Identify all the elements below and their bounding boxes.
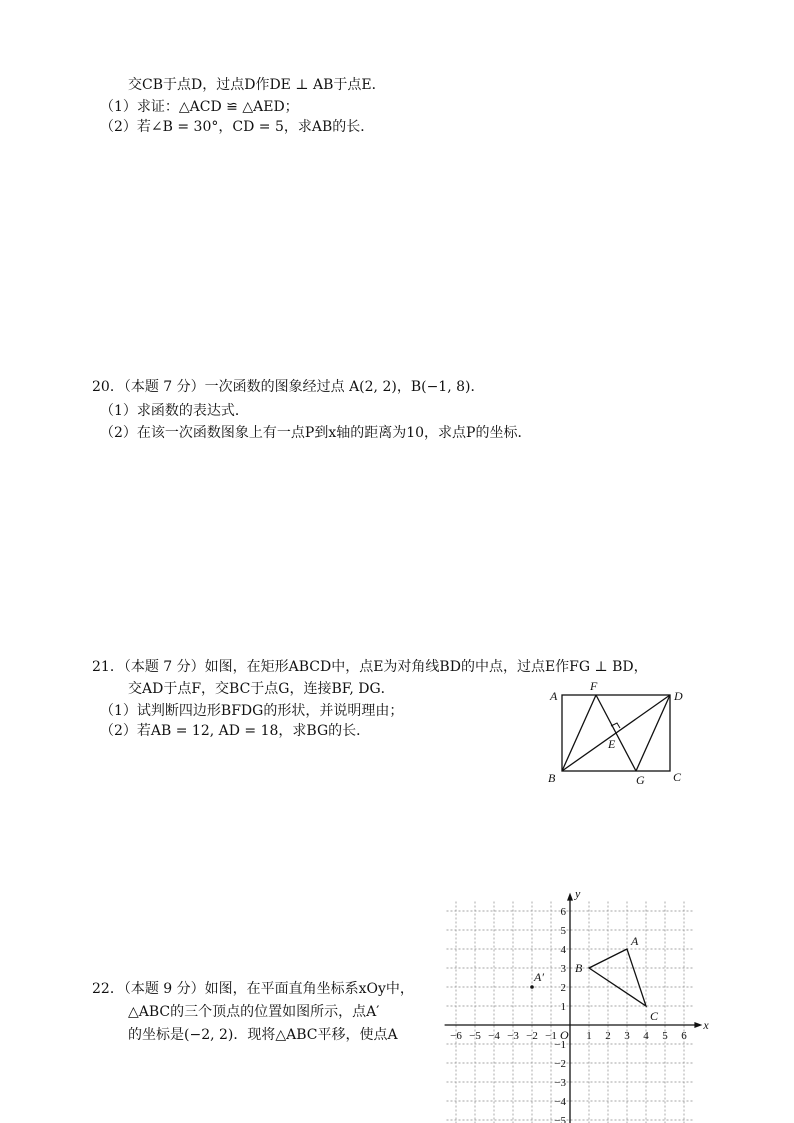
x-tick-label: 2 <box>605 1030 611 1042</box>
y-axis-label: y <box>575 886 581 901</box>
x-tick-label: 5 <box>662 1030 668 1042</box>
y-tick-label: −4 <box>554 1096 566 1108</box>
x-tick-label: 3 <box>624 1030 630 1042</box>
point-a-prime-dot <box>530 985 534 989</box>
x-tick-label: −6 <box>450 1030 462 1042</box>
y-tick-label: 4 <box>560 944 566 956</box>
points <box>530 934 659 1023</box>
label-c: C <box>673 770 682 784</box>
y-axis-arrow <box>567 893 573 901</box>
x-tick-label: −5 <box>469 1030 481 1042</box>
x-tick-label: −3 <box>507 1030 519 1042</box>
origin-label: O <box>560 1028 569 1042</box>
label-f: F <box>590 679 598 693</box>
label-b: B <box>548 771 556 785</box>
q22-line2: △ABC的三个顶点的位置如图所示，点A′ <box>128 1004 380 1020</box>
x-tick-label: 4 <box>643 1030 649 1042</box>
q22-line3: 的坐标是(−2, 2)．现将△ABC平移，使点A <box>128 1027 398 1043</box>
q21-rectangle-figure <box>540 676 700 788</box>
label-d: D <box>674 689 683 703</box>
x-axis-label: x <box>703 1018 709 1032</box>
q22-coordinate-grid <box>440 884 709 1123</box>
segment-fg <box>596 695 636 771</box>
y-tick-label: 3 <box>560 963 566 975</box>
q19-part1: （1）求证：△ACD ≌ △AED； <box>100 99 299 115</box>
q21-part2: （2）若AB = 12, AD = 18，求BG的长． <box>100 723 371 739</box>
label-e: E <box>608 737 616 751</box>
y-tick-label: −2 <box>554 1058 566 1070</box>
y-tick-label: 6 <box>560 906 566 918</box>
q21-stem-continuation: 交AD于点F，交BC于点G，连接BF, DG． <box>128 681 395 697</box>
x-tick-label: 6 <box>681 1030 687 1042</box>
q19-part2: （2）若∠B = 30°，CD = 5，求AB的长． <box>100 119 375 135</box>
axes <box>445 887 710 1123</box>
point-label-b: B <box>575 961 583 975</box>
y-tick-label: −3 <box>554 1077 566 1089</box>
q20-part1: （1）求函数的表达式． <box>100 403 249 419</box>
y-tick-label: −5 <box>554 1115 566 1123</box>
q19-continuation-line: 交CB于点D，过点D作DE ⊥ AB于点E． <box>128 77 386 93</box>
x-tick-label: −4 <box>488 1030 500 1042</box>
point-label-a: A <box>631 934 639 948</box>
q22-line1: 22．（本题 9 分）如图，在平面直角坐标系xOy中， <box>92 981 414 997</box>
y-tick-label: 5 <box>560 925 566 937</box>
triangle-abc <box>589 949 646 1006</box>
y-tick-label: 2 <box>560 982 566 994</box>
point-label-a-prime: A′ <box>534 970 544 984</box>
y-tick-label: −1 <box>554 1039 566 1051</box>
x-tick-label: −2 <box>526 1030 538 1042</box>
q20-stem: 20．（本题 7 分）一次函数的图象经过点 A(2, 2)，B(−1, 8)． <box>92 379 485 395</box>
x-tick-label: −1 <box>545 1030 557 1042</box>
q21-part1: （1）试判断四边形BFDG的形状，并说明理由； <box>100 703 404 719</box>
triangle-abc-outline <box>589 949 646 1006</box>
q21-stem: 21．（本题 7 分）如图，在矩形ABCD中，点E为对角线BD的中点，过点E作FG ⊥ BD， <box>92 659 648 675</box>
x-tick-label: 1 <box>586 1030 592 1042</box>
label-g: G <box>636 773 645 787</box>
x-axis-arrow <box>694 1022 702 1028</box>
point-label-c: C <box>650 1009 659 1023</box>
q20-part2: （2）在该一次函数图象上有一点P到x轴的距离为10，求点P的坐标． <box>100 425 532 441</box>
y-tick-label: 1 <box>560 1001 566 1013</box>
label-a: A <box>550 689 558 703</box>
